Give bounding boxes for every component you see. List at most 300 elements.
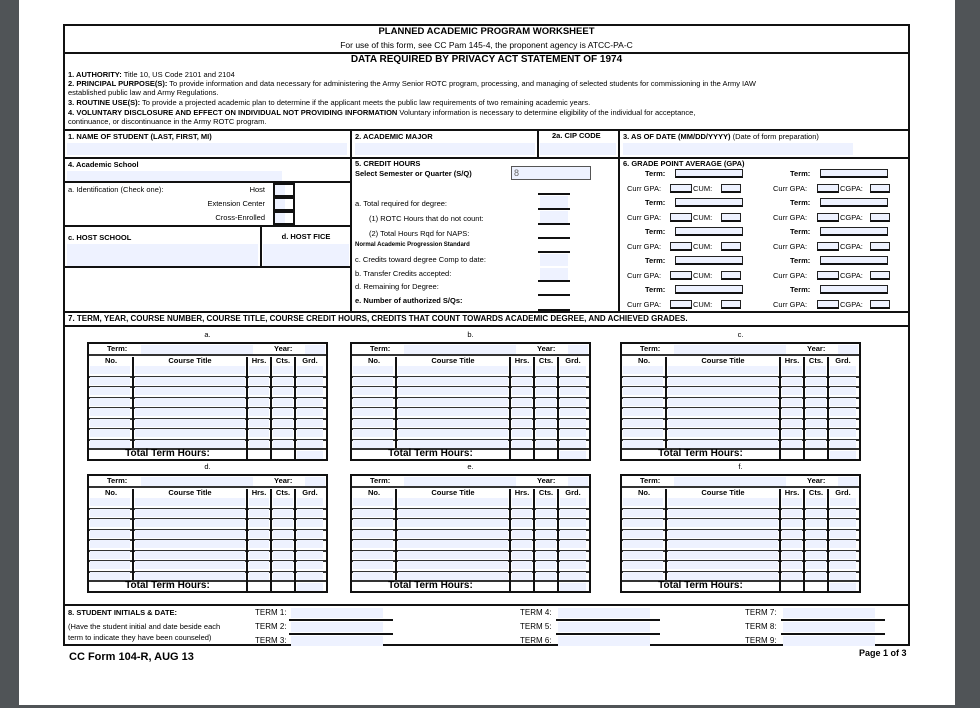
- term-input[interactable]: [141, 345, 253, 354]
- course-no-input[interactable]: [353, 519, 393, 527]
- term-initials-input[interactable]: [291, 622, 383, 632]
- course-title-input[interactable]: [668, 572, 778, 580]
- hrs-input[interactable]: [782, 519, 802, 527]
- course-title-input[interactable]: [135, 398, 245, 406]
- course-no-input[interactable]: [90, 387, 130, 395]
- course-no-input[interactable]: [90, 398, 130, 406]
- grd-input[interactable]: [297, 498, 323, 506]
- course-title-input[interactable]: [668, 440, 778, 448]
- hrs-input[interactable]: [782, 398, 802, 406]
- course-no-input[interactable]: [353, 366, 393, 374]
- grd-input[interactable]: [830, 561, 856, 569]
- cts-input[interactable]: [536, 398, 556, 406]
- grd-input[interactable]: [560, 572, 586, 580]
- cgpa-input[interactable]: [870, 271, 890, 280]
- hrs-input[interactable]: [249, 561, 269, 569]
- course-title-input[interactable]: [398, 519, 508, 527]
- hrs-input[interactable]: [512, 530, 532, 538]
- cts-input[interactable]: [273, 572, 293, 580]
- cts-input[interactable]: [536, 498, 556, 506]
- cts-input[interactable]: [806, 509, 826, 517]
- cum-input[interactable]: [721, 271, 741, 280]
- grd-input[interactable]: [297, 530, 323, 538]
- cts-input[interactable]: [536, 408, 556, 416]
- year-input[interactable]: [305, 345, 325, 354]
- hrs-input[interactable]: [249, 366, 269, 374]
- gpa-term-input[interactable]: [675, 285, 743, 294]
- curr-gpa-input[interactable]: [817, 184, 839, 193]
- term-initials-input[interactable]: [558, 636, 650, 646]
- course-no-input[interactable]: [90, 540, 130, 548]
- course-no-input[interactable]: [90, 429, 130, 437]
- student-name-input[interactable]: [67, 143, 347, 155]
- grd-input[interactable]: [297, 408, 323, 416]
- cts-input[interactable]: [806, 398, 826, 406]
- grd-input[interactable]: [560, 530, 586, 538]
- year-input[interactable]: [568, 477, 588, 486]
- cts-input[interactable]: [273, 519, 293, 527]
- course-title-input[interactable]: [135, 387, 245, 395]
- course-no-input[interactable]: [90, 530, 130, 538]
- term-input[interactable]: [674, 345, 786, 354]
- cgpa-input[interactable]: [870, 242, 890, 251]
- course-no-input[interactable]: [623, 398, 663, 406]
- cum-input[interactable]: [721, 242, 741, 251]
- course-no-input[interactable]: [623, 551, 663, 559]
- cts-input[interactable]: [273, 398, 293, 406]
- course-title-input[interactable]: [135, 429, 245, 437]
- cts-input[interactable]: [536, 429, 556, 437]
- cts-input[interactable]: [806, 387, 826, 395]
- course-title-input[interactable]: [135, 419, 245, 427]
- term-initials-input[interactable]: [783, 622, 875, 632]
- course-no-input[interactable]: [90, 561, 130, 569]
- hrs-input[interactable]: [512, 509, 532, 517]
- term-input[interactable]: [404, 345, 516, 354]
- course-title-input[interactable]: [398, 551, 508, 559]
- course-no-input[interactable]: [353, 572, 393, 580]
- grd-input[interactable]: [830, 440, 856, 448]
- cts-input[interactable]: [806, 519, 826, 527]
- term-input[interactable]: [674, 477, 786, 486]
- course-no-input[interactable]: [623, 509, 663, 517]
- hrs-input[interactable]: [782, 561, 802, 569]
- cts-input[interactable]: [273, 509, 293, 517]
- course-no-input[interactable]: [90, 419, 130, 427]
- course-title-input[interactable]: [398, 509, 508, 517]
- total-grd-input[interactable]: [297, 583, 323, 591]
- curr-gpa-input[interactable]: [670, 271, 692, 280]
- course-no-input[interactable]: [90, 551, 130, 559]
- curr-gpa-input[interactable]: [817, 213, 839, 222]
- grd-input[interactable]: [560, 408, 586, 416]
- hrs-input[interactable]: [249, 530, 269, 538]
- cts-input[interactable]: [536, 551, 556, 559]
- hrs-input[interactable]: [782, 440, 802, 448]
- hrs-input[interactable]: [249, 498, 269, 506]
- course-title-input[interactable]: [668, 377, 778, 385]
- course-title-input[interactable]: [398, 572, 508, 580]
- curr-gpa-input[interactable]: [817, 300, 839, 309]
- course-no-input[interactable]: [623, 408, 663, 416]
- term-initials-input[interactable]: [783, 608, 875, 618]
- cts-input[interactable]: [273, 551, 293, 559]
- host-fice-input[interactable]: [263, 244, 349, 266]
- hrs-input[interactable]: [512, 377, 532, 385]
- course-no-input[interactable]: [90, 509, 130, 517]
- cts-input[interactable]: [806, 498, 826, 506]
- hrs-input[interactable]: [512, 561, 532, 569]
- course-title-input[interactable]: [668, 509, 778, 517]
- course-no-input[interactable]: [90, 572, 130, 580]
- course-title-input[interactable]: [398, 440, 508, 448]
- course-title-input[interactable]: [135, 440, 245, 448]
- year-input[interactable]: [305, 477, 325, 486]
- grd-input[interactable]: [830, 551, 856, 559]
- cts-input[interactable]: [273, 419, 293, 427]
- cts-input[interactable]: [536, 540, 556, 548]
- hrs-input[interactable]: [249, 551, 269, 559]
- gpa-term-input[interactable]: [820, 256, 888, 265]
- hrs-input[interactable]: [512, 572, 532, 580]
- as-of-date-input[interactable]: [623, 143, 853, 155]
- grd-input[interactable]: [830, 530, 856, 538]
- hrs-input[interactable]: [782, 572, 802, 580]
- course-title-input[interactable]: [668, 429, 778, 437]
- cts-input[interactable]: [536, 387, 556, 395]
- curr-gpa-input[interactable]: [670, 242, 692, 251]
- cts-input[interactable]: [806, 572, 826, 580]
- cgpa-input[interactable]: [870, 300, 890, 309]
- course-no-input[interactable]: [353, 419, 393, 427]
- credit-b-input[interactable]: [540, 268, 568, 280]
- grd-input[interactable]: [297, 366, 323, 374]
- grd-input[interactable]: [830, 366, 856, 374]
- hrs-input[interactable]: [249, 387, 269, 395]
- hrs-input[interactable]: [782, 429, 802, 437]
- cts-input[interactable]: [806, 440, 826, 448]
- course-no-input[interactable]: [353, 540, 393, 548]
- grd-input[interactable]: [560, 366, 586, 374]
- course-title-input[interactable]: [135, 530, 245, 538]
- grd-input[interactable]: [560, 551, 586, 559]
- course-title-input[interactable]: [398, 561, 508, 569]
- course-title-input[interactable]: [135, 377, 245, 385]
- course-title-input[interactable]: [668, 551, 778, 559]
- grd-input[interactable]: [297, 519, 323, 527]
- term-initials-input[interactable]: [291, 636, 383, 646]
- course-no-input[interactable]: [90, 498, 130, 506]
- course-no-input[interactable]: [623, 377, 663, 385]
- course-title-input[interactable]: [398, 408, 508, 416]
- total-grd-input[interactable]: [560, 451, 586, 459]
- course-title-input[interactable]: [135, 561, 245, 569]
- grd-input[interactable]: [297, 540, 323, 548]
- grd-input[interactable]: [560, 419, 586, 427]
- cts-input[interactable]: [806, 429, 826, 437]
- course-no-input[interactable]: [353, 377, 393, 385]
- cts-input[interactable]: [273, 440, 293, 448]
- course-title-input[interactable]: [398, 398, 508, 406]
- course-title-input[interactable]: [398, 377, 508, 385]
- year-input[interactable]: [838, 345, 858, 354]
- grd-input[interactable]: [560, 429, 586, 437]
- grd-input[interactable]: [297, 572, 323, 580]
- grd-input[interactable]: [560, 398, 586, 406]
- grd-input[interactable]: [297, 440, 323, 448]
- cts-input[interactable]: [536, 509, 556, 517]
- hrs-input[interactable]: [782, 509, 802, 517]
- hrs-input[interactable]: [249, 440, 269, 448]
- course-title-input[interactable]: [398, 419, 508, 427]
- term-initials-input[interactable]: [783, 636, 875, 646]
- course-no-input[interactable]: [90, 440, 130, 448]
- hrs-input[interactable]: [782, 551, 802, 559]
- grd-input[interactable]: [560, 519, 586, 527]
- course-no-input[interactable]: [353, 509, 393, 517]
- cts-input[interactable]: [273, 387, 293, 395]
- course-no-input[interactable]: [623, 419, 663, 427]
- course-title-input[interactable]: [135, 540, 245, 548]
- hrs-input[interactable]: [512, 408, 532, 416]
- course-title-input[interactable]: [398, 387, 508, 395]
- course-title-input[interactable]: [668, 530, 778, 538]
- course-title-input[interactable]: [398, 530, 508, 538]
- credit-a1-input[interactable]: [540, 211, 568, 223]
- curr-gpa-input[interactable]: [670, 213, 692, 222]
- grd-input[interactable]: [297, 551, 323, 559]
- cum-input[interactable]: [721, 184, 741, 193]
- grd-input[interactable]: [297, 377, 323, 385]
- hrs-input[interactable]: [512, 519, 532, 527]
- hrs-input[interactable]: [512, 540, 532, 548]
- hrs-input[interactable]: [249, 419, 269, 427]
- gpa-term-input[interactable]: [675, 256, 743, 265]
- cts-input[interactable]: [536, 419, 556, 427]
- sq-select[interactable]: 8: [511, 166, 591, 180]
- hrs-input[interactable]: [512, 366, 532, 374]
- grd-input[interactable]: [830, 572, 856, 580]
- course-title-input[interactable]: [398, 498, 508, 506]
- course-no-input[interactable]: [623, 387, 663, 395]
- ident-extension-checkbox[interactable]: [273, 197, 295, 211]
- course-title-input[interactable]: [135, 408, 245, 416]
- cip-code-input[interactable]: [540, 143, 616, 155]
- grd-input[interactable]: [830, 519, 856, 527]
- term-input[interactable]: [141, 477, 253, 486]
- gpa-term-input[interactable]: [820, 169, 888, 178]
- grd-input[interactable]: [830, 509, 856, 517]
- credit-a-input[interactable]: [540, 196, 568, 208]
- grd-input[interactable]: [830, 540, 856, 548]
- cts-input[interactable]: [806, 561, 826, 569]
- curr-gpa-input[interactable]: [670, 300, 692, 309]
- gpa-term-input[interactable]: [820, 285, 888, 294]
- course-no-input[interactable]: [623, 540, 663, 548]
- cts-input[interactable]: [536, 366, 556, 374]
- grd-input[interactable]: [830, 419, 856, 427]
- grd-input[interactable]: [560, 509, 586, 517]
- course-no-input[interactable]: [623, 561, 663, 569]
- cts-input[interactable]: [273, 498, 293, 506]
- gpa-term-input[interactable]: [675, 198, 743, 207]
- course-no-input[interactable]: [353, 551, 393, 559]
- grd-input[interactable]: [830, 398, 856, 406]
- curr-gpa-input[interactable]: [817, 242, 839, 251]
- course-title-input[interactable]: [398, 540, 508, 548]
- course-title-input[interactable]: [135, 519, 245, 527]
- hrs-input[interactable]: [782, 366, 802, 374]
- grd-input[interactable]: [830, 429, 856, 437]
- cts-input[interactable]: [273, 540, 293, 548]
- grd-input[interactable]: [560, 540, 586, 548]
- gpa-term-input[interactable]: [675, 169, 743, 178]
- ident-cross-checkbox[interactable]: [273, 211, 295, 225]
- credit-c-input[interactable]: [540, 254, 568, 266]
- course-title-input[interactable]: [398, 429, 508, 437]
- course-title-input[interactable]: [135, 572, 245, 580]
- course-title-input[interactable]: [668, 419, 778, 427]
- year-input[interactable]: [568, 345, 588, 354]
- grd-input[interactable]: [297, 398, 323, 406]
- grd-input[interactable]: [297, 561, 323, 569]
- course-title-input[interactable]: [668, 387, 778, 395]
- course-title-input[interactable]: [668, 561, 778, 569]
- course-no-input[interactable]: [353, 408, 393, 416]
- cum-input[interactable]: [721, 213, 741, 222]
- course-no-input[interactable]: [353, 561, 393, 569]
- course-no-input[interactable]: [353, 498, 393, 506]
- course-no-input[interactable]: [90, 366, 130, 374]
- hrs-input[interactable]: [249, 429, 269, 437]
- grd-input[interactable]: [830, 387, 856, 395]
- course-no-input[interactable]: [353, 429, 393, 437]
- cts-input[interactable]: [536, 530, 556, 538]
- term-initials-input[interactable]: [558, 608, 650, 618]
- cts-input[interactable]: [536, 519, 556, 527]
- cts-input[interactable]: [806, 540, 826, 548]
- course-no-input[interactable]: [353, 398, 393, 406]
- cts-input[interactable]: [806, 530, 826, 538]
- hrs-input[interactable]: [782, 408, 802, 416]
- cts-input[interactable]: [806, 551, 826, 559]
- cts-input[interactable]: [536, 377, 556, 385]
- cts-input[interactable]: [273, 530, 293, 538]
- grd-input[interactable]: [297, 419, 323, 427]
- course-no-input[interactable]: [353, 530, 393, 538]
- grd-input[interactable]: [560, 498, 586, 506]
- hrs-input[interactable]: [512, 498, 532, 506]
- grd-input[interactable]: [830, 377, 856, 385]
- cts-input[interactable]: [806, 408, 826, 416]
- term-initials-input[interactable]: [291, 608, 383, 618]
- hrs-input[interactable]: [249, 540, 269, 548]
- grd-input[interactable]: [560, 561, 586, 569]
- hrs-input[interactable]: [512, 398, 532, 406]
- course-title-input[interactable]: [135, 498, 245, 506]
- grd-input[interactable]: [297, 429, 323, 437]
- hrs-input[interactable]: [512, 387, 532, 395]
- total-grd-input[interactable]: [830, 583, 856, 591]
- course-no-input[interactable]: [90, 408, 130, 416]
- hrs-input[interactable]: [782, 387, 802, 395]
- cts-input[interactable]: [536, 572, 556, 580]
- course-no-input[interactable]: [90, 519, 130, 527]
- term-input[interactable]: [404, 477, 516, 486]
- cum-input[interactable]: [721, 300, 741, 309]
- gpa-term-input[interactable]: [820, 227, 888, 236]
- hrs-input[interactable]: [782, 377, 802, 385]
- cts-input[interactable]: [273, 366, 293, 374]
- grd-input[interactable]: [560, 387, 586, 395]
- hrs-input[interactable]: [249, 408, 269, 416]
- hrs-input[interactable]: [512, 551, 532, 559]
- total-grd-input[interactable]: [560, 583, 586, 591]
- course-title-input[interactable]: [668, 540, 778, 548]
- hrs-input[interactable]: [782, 530, 802, 538]
- year-input[interactable]: [838, 477, 858, 486]
- grd-input[interactable]: [830, 408, 856, 416]
- academic-major-input[interactable]: [355, 143, 535, 155]
- hrs-input[interactable]: [782, 540, 802, 548]
- grd-input[interactable]: [830, 498, 856, 506]
- cgpa-input[interactable]: [870, 213, 890, 222]
- cts-input[interactable]: [273, 377, 293, 385]
- term-initials-input[interactable]: [558, 622, 650, 632]
- cts-input[interactable]: [806, 419, 826, 427]
- hrs-input[interactable]: [249, 509, 269, 517]
- course-no-input[interactable]: [353, 387, 393, 395]
- hrs-input[interactable]: [249, 398, 269, 406]
- course-no-input[interactable]: [623, 366, 663, 374]
- course-title-input[interactable]: [668, 498, 778, 506]
- hrs-input[interactable]: [512, 419, 532, 427]
- course-no-input[interactable]: [353, 440, 393, 448]
- curr-gpa-input[interactable]: [670, 184, 692, 193]
- hrs-input[interactable]: [512, 429, 532, 437]
- course-title-input[interactable]: [135, 366, 245, 374]
- curr-gpa-input[interactable]: [817, 271, 839, 280]
- course-no-input[interactable]: [90, 377, 130, 385]
- cts-input[interactable]: [806, 377, 826, 385]
- course-no-input[interactable]: [623, 519, 663, 527]
- hrs-input[interactable]: [249, 572, 269, 580]
- course-title-input[interactable]: [398, 366, 508, 374]
- hrs-input[interactable]: [512, 440, 532, 448]
- cts-input[interactable]: [806, 366, 826, 374]
- gpa-term-input[interactable]: [675, 227, 743, 236]
- course-title-input[interactable]: [668, 408, 778, 416]
- host-school-input[interactable]: [67, 244, 258, 266]
- ident-host-checkbox[interactable]: [273, 183, 295, 197]
- cts-input[interactable]: [536, 561, 556, 569]
- total-grd-input[interactable]: [830, 451, 856, 459]
- cgpa-input[interactable]: [870, 184, 890, 193]
- course-no-input[interactable]: [623, 530, 663, 538]
- grd-input[interactable]: [297, 509, 323, 517]
- course-title-input[interactable]: [668, 366, 778, 374]
- grd-input[interactable]: [560, 440, 586, 448]
- cts-input[interactable]: [273, 429, 293, 437]
- course-title-input[interactable]: [135, 509, 245, 517]
- course-no-input[interactable]: [623, 429, 663, 437]
- course-no-input[interactable]: [623, 440, 663, 448]
- grd-input[interactable]: [297, 387, 323, 395]
- hrs-input[interactable]: [782, 419, 802, 427]
- cts-input[interactable]: [536, 440, 556, 448]
- course-title-input[interactable]: [135, 551, 245, 559]
- grd-input[interactable]: [560, 377, 586, 385]
